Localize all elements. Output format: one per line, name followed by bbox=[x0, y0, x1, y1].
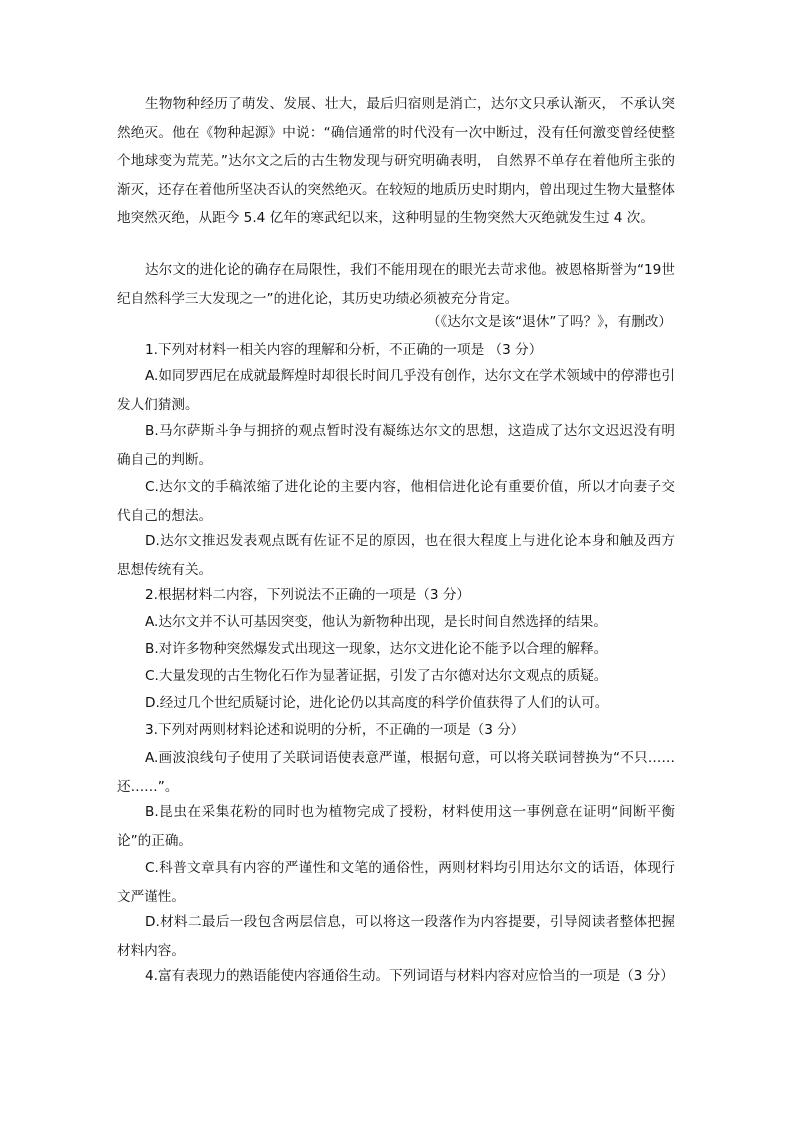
question-3-option-b: B.昆虫在采集花粉的同时也为植物完成了授粉，材料使用这一事例意在证明“间断平衡论”的正确。 bbox=[117, 804, 675, 849]
question-3-option-a: A.画波浪线句子使用了关联词语使表意严谨，根据句意，可以将关联词替换为“不只……还……”。 bbox=[117, 750, 675, 795]
question-3-option-c: C.科普文章具有内容的严谨性和文笔的通俗性，两则材料均引用达尔文的话语，体现行文严谨性。 bbox=[117, 860, 675, 905]
question-1-option-c: C.达尔文的手稿浓缩了进化论的主要内容，他相信进化论有重要价值，所以才向妻子交代自己的想法。 bbox=[117, 479, 675, 524]
question-2-stem: 2.根据材料二内容，下列说法不正确的一项是（3 分） bbox=[145, 587, 471, 603]
question-2-option-b: B.对许多物种突然爆发式出现这一现象，达尔文进化论不能予以合理的解释。 bbox=[145, 641, 608, 657]
passage-paragraph-2: 达尔文的进化论的确存在局限性，我们不能用现在的眼光去苛求他。被恩格斯誉为“19世纪自然科学三大发现之一”的进化论，其历史功绩必须被充分肯定。 bbox=[117, 262, 675, 307]
question-3-stem: 3.下列对两则材料论述和说明的分析，不正确的一项是（3 分） bbox=[145, 722, 525, 738]
question-1-option-b: B.马尔萨斯斗争与拥挤的观点暂时没有凝练达尔文的思想，这造成了达尔文迟迟没有明确自己的判断。 bbox=[117, 423, 675, 468]
passage-source: （《达尔文是该“退休”了吗？》，有删改） bbox=[426, 314, 672, 330]
question-2-option-a: A.达尔文并不认可基因突变，他认为新物种出现，是长时间自然选择的结果。 bbox=[145, 614, 607, 630]
question-1-option-d: D.达尔文推迟发表观点既有佐证不足的原因，也在很大程度上与进化论本身和触及西方思想传统有关。 bbox=[117, 533, 675, 578]
question-2-option-d: D.经过几个世纪质疑讨论，进化论仍以其高度的科学价值获得了人们的认可。 bbox=[145, 695, 609, 711]
question-1-stem: 1.下列对材料一相关内容的理解和分析，不正确的一项是 （3 分） bbox=[145, 342, 543, 358]
question-3-option-d: D.材料二最后一段包含两层信息，可以将这一段落作为内容提要，引导阅读者整体把握材料内容。 bbox=[117, 914, 675, 959]
question-2-option-c: C.大量发现的古生物化石作为显著证据，引发了古尔德对达尔文观点的质疑。 bbox=[145, 668, 608, 684]
passage-paragraph-1: 生物物种经历了萌发、发展、壮大，最后归宿则是消亡，达尔文只承认渐灭， 不承认突然绝灭。他在《物种起源》中说：“确信通常的时代没有一次中断过，没有任何激变曾经使整个地球变为荒芜。”达尔文之后的古生物发现与研究明确表明， 自然界不单存在着他所主张的渐灭，还存在着他所坚决否认的突然绝灭。在较短的地质历史时期内，曾出现过生物大量整体地突然灭绝，从距今 5.4 亿年的寒武纪以来，这种明显的生物突然大灭绝就发生过 4 次。 bbox=[117, 96, 675, 227]
question-4-stem: 4.富有表现力的熟语能使内容通俗生动。下列词语与材料内容对应恰当的一项是（3 分） bbox=[145, 968, 674, 984]
question-1-option-a: A.如同罗西尼在成就最辉煌时却很长时间几乎没有创作，达尔文在学术领域中的停滞也引发人们猜测。 bbox=[117, 368, 675, 413]
